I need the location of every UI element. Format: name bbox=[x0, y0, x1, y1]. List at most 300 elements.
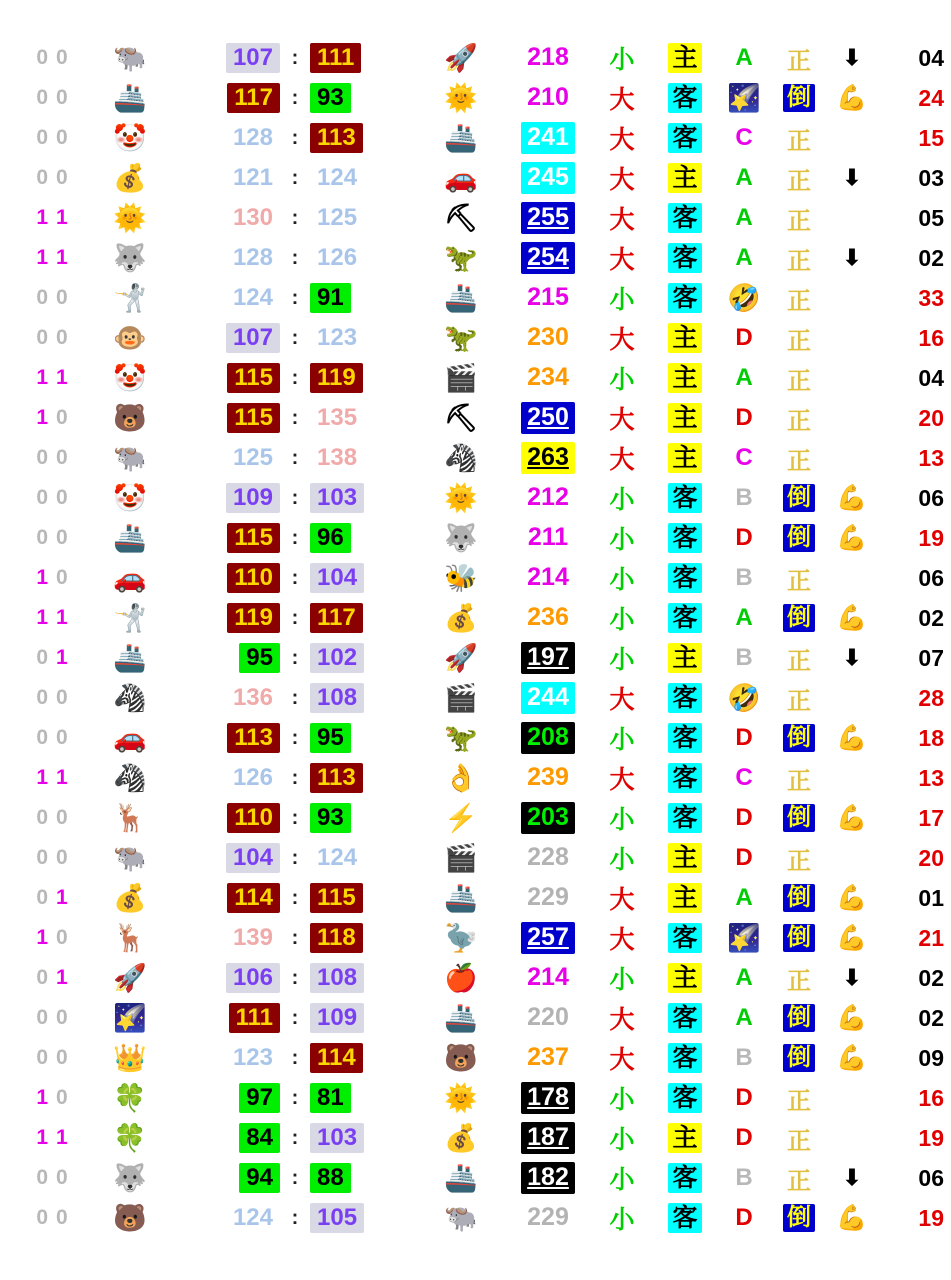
total-value: 220 bbox=[527, 1003, 569, 1032]
size-label: 小 bbox=[609, 1166, 635, 1194]
role-badge: 客 bbox=[668, 1003, 701, 1033]
status-badge: 倒 bbox=[783, 924, 815, 953]
flag-b: 1 bbox=[56, 766, 68, 789]
table-row[interactable] bbox=[0, 598, 951, 638]
score-separator: : bbox=[291, 46, 299, 69]
grade-label: D bbox=[735, 524, 753, 551]
status-label: 正 bbox=[787, 567, 811, 595]
score-a bbox=[174, 723, 284, 754]
score-b-value: 104 bbox=[310, 563, 364, 594]
size-label: 大 bbox=[609, 766, 635, 794]
total bbox=[506, 202, 590, 234]
role-badge: 主 bbox=[668, 963, 701, 993]
total-value: 214 bbox=[527, 963, 569, 992]
grade-label: A bbox=[735, 204, 753, 231]
score-separator: : bbox=[291, 886, 299, 909]
flag-a: 1 bbox=[36, 366, 48, 389]
team-b-icon: ⛏ bbox=[443, 402, 479, 433]
role-badge: 主 bbox=[668, 843, 701, 873]
status-badge: 倒 bbox=[783, 724, 815, 753]
total-value: 236 bbox=[527, 603, 569, 632]
team-b-icon: 🎬 bbox=[444, 682, 478, 713]
score-b-value: 125 bbox=[317, 203, 358, 231]
role-badge: 主 bbox=[668, 363, 701, 393]
role-badge: 客 bbox=[668, 603, 701, 633]
total bbox=[506, 562, 590, 594]
size-label: 大 bbox=[609, 926, 635, 954]
score-b-value: 117 bbox=[310, 603, 363, 634]
muscle-icon: 💪 bbox=[836, 1203, 868, 1232]
score-a bbox=[174, 1003, 284, 1034]
table-row[interactable] bbox=[0, 78, 951, 118]
flag-a: 0 bbox=[36, 166, 48, 189]
table-row[interactable] bbox=[0, 358, 951, 398]
table-row[interactable] bbox=[0, 398, 951, 438]
score-b-value: 91 bbox=[310, 283, 351, 314]
score-separator: : bbox=[291, 326, 299, 349]
role-badge: 客 bbox=[668, 203, 701, 233]
size-label: 大 bbox=[609, 406, 635, 434]
trailing-number: 24 bbox=[918, 84, 944, 111]
role-label bbox=[654, 643, 716, 673]
team-b-icon: 🚀 bbox=[444, 42, 478, 73]
score-a bbox=[174, 163, 284, 194]
status-label: 正 bbox=[787, 647, 811, 675]
team-b-icon: 🎬 bbox=[444, 842, 478, 873]
table-row[interactable] bbox=[0, 638, 951, 678]
score-a bbox=[174, 1123, 284, 1154]
score-b bbox=[306, 1123, 416, 1154]
team-a-icon: 🤡 bbox=[113, 482, 147, 513]
score-a-value: 113 bbox=[227, 723, 280, 754]
table-row[interactable] bbox=[0, 438, 951, 478]
flag-b: 0 bbox=[56, 1006, 68, 1029]
trailing-number: 06 bbox=[918, 564, 944, 591]
trailing-number: 01 bbox=[918, 884, 944, 911]
score-a bbox=[174, 123, 284, 154]
score-a-value: 121 bbox=[232, 163, 273, 191]
score-a-value: 126 bbox=[232, 763, 273, 791]
muscle-icon: 💪 bbox=[836, 603, 868, 632]
status-label: 正 bbox=[787, 447, 811, 475]
grade-label: D bbox=[735, 404, 753, 431]
size-label: 小 bbox=[609, 1126, 635, 1154]
role-badge: 客 bbox=[668, 1203, 701, 1233]
table-row[interactable] bbox=[0, 1038, 951, 1078]
team-a-icon: 🚗 bbox=[113, 562, 147, 593]
score-a bbox=[174, 763, 284, 794]
total bbox=[506, 1082, 590, 1114]
score-separator: : bbox=[291, 846, 299, 869]
role-label bbox=[654, 1083, 716, 1113]
total-value: 255 bbox=[521, 202, 575, 234]
table-row[interactable] bbox=[0, 718, 951, 758]
size-label: 小 bbox=[609, 726, 635, 754]
score-a-value: 128 bbox=[232, 243, 273, 271]
table-row[interactable] bbox=[0, 118, 951, 158]
score-a bbox=[174, 923, 284, 954]
score-a-value: 95 bbox=[239, 643, 280, 674]
team-b-icon: 🐃 bbox=[444, 1202, 478, 1233]
size-label: 大 bbox=[609, 246, 635, 274]
score-separator: : bbox=[291, 1206, 299, 1229]
role-label bbox=[654, 843, 716, 873]
role-label bbox=[654, 83, 716, 113]
status-badge: 倒 bbox=[783, 604, 815, 633]
total bbox=[506, 602, 590, 634]
table-row[interactable] bbox=[0, 878, 951, 918]
total-value: 178 bbox=[521, 1082, 575, 1114]
score-a-value: 97 bbox=[239, 1083, 280, 1114]
total-value: 229 bbox=[527, 883, 569, 912]
score-b-value: 103 bbox=[310, 483, 364, 514]
flag-a: 0 bbox=[36, 446, 48, 469]
trailing-number: 06 bbox=[918, 1164, 944, 1191]
role-label bbox=[654, 403, 716, 433]
role-label bbox=[654, 283, 716, 313]
team-b-icon: 🐺 bbox=[444, 522, 478, 553]
table-row[interactable] bbox=[0, 158, 951, 198]
score-b-value: 95 bbox=[310, 723, 351, 754]
team-b-icon: 🚢 bbox=[444, 122, 478, 153]
total bbox=[506, 242, 590, 274]
score-b-value: 88 bbox=[310, 1163, 351, 1194]
total bbox=[506, 1162, 590, 1194]
score-b-value: 102 bbox=[310, 643, 364, 674]
score-b-value: 105 bbox=[310, 1203, 364, 1234]
score-a bbox=[174, 563, 284, 594]
table-row[interactable] bbox=[0, 1158, 951, 1198]
table-row[interactable] bbox=[0, 238, 951, 278]
total-value: 228 bbox=[527, 843, 569, 872]
trailing-number: 20 bbox=[918, 404, 944, 431]
total-value: 230 bbox=[527, 323, 569, 352]
flag-a: 1 bbox=[36, 606, 48, 629]
score-a-value: 128 bbox=[232, 123, 273, 151]
status-badge: 倒 bbox=[783, 1004, 815, 1033]
score-separator: : bbox=[291, 566, 299, 589]
role-badge: 客 bbox=[668, 683, 701, 713]
grade-label: A bbox=[735, 44, 753, 71]
score-a-value: 124 bbox=[232, 1203, 273, 1231]
role-label bbox=[654, 683, 716, 713]
score-separator: : bbox=[291, 1126, 299, 1149]
grade-emoji-icon: 🤣 bbox=[727, 283, 761, 313]
table-row[interactable] bbox=[0, 918, 951, 958]
trailing-number: 04 bbox=[918, 364, 944, 391]
team-b-icon: 🌞 bbox=[444, 482, 478, 513]
status-label bbox=[772, 884, 826, 913]
muscle-icon: 💪 bbox=[836, 883, 868, 912]
team-a-icon: 🚢 bbox=[113, 522, 147, 553]
team-b-icon: 🌞 bbox=[444, 1082, 478, 1113]
total-value: 214 bbox=[527, 563, 569, 592]
grade-emoji-icon: 🤣 bbox=[727, 683, 761, 713]
score-b-value: 113 bbox=[310, 123, 363, 154]
status-label: 正 bbox=[787, 847, 811, 875]
flag-b: 1 bbox=[56, 206, 68, 229]
table-row[interactable] bbox=[0, 838, 951, 878]
status-label: 正 bbox=[787, 207, 811, 235]
total bbox=[506, 122, 590, 154]
table-row[interactable] bbox=[0, 38, 951, 78]
score-a bbox=[174, 963, 284, 994]
status-badge: 倒 bbox=[783, 1204, 815, 1233]
table-row[interactable] bbox=[0, 198, 951, 238]
score-a-value: 119 bbox=[227, 603, 280, 634]
flag-b: 0 bbox=[56, 326, 68, 349]
size-label: 小 bbox=[609, 806, 635, 834]
flag-a: 1 bbox=[36, 1126, 48, 1149]
score-a bbox=[174, 803, 284, 834]
flag-b: 1 bbox=[56, 606, 68, 629]
grade-label: C bbox=[735, 124, 753, 151]
flag-b: 0 bbox=[56, 286, 68, 309]
muscle-icon: 💪 bbox=[836, 803, 868, 832]
score-b bbox=[306, 763, 416, 794]
trailing-number: 07 bbox=[918, 644, 944, 671]
role-label bbox=[654, 1043, 716, 1073]
status-label: 正 bbox=[787, 327, 811, 355]
status-label bbox=[772, 1204, 826, 1233]
trailing-number: 02 bbox=[918, 604, 944, 631]
score-separator: : bbox=[291, 766, 299, 789]
score-b-value: 123 bbox=[317, 323, 358, 351]
trailing-number: 13 bbox=[918, 444, 944, 471]
role-badge: 客 bbox=[668, 1163, 701, 1193]
score-separator: : bbox=[291, 366, 299, 389]
score-a-value: 107 bbox=[226, 323, 280, 354]
status-label: 正 bbox=[787, 767, 811, 795]
table-row[interactable] bbox=[0, 1198, 951, 1238]
team-b-icon: 🦓 bbox=[444, 442, 478, 473]
flag-a: 0 bbox=[36, 126, 48, 149]
score-b-value: 93 bbox=[310, 83, 351, 114]
score-b bbox=[306, 843, 416, 874]
score-a bbox=[174, 1083, 284, 1114]
flag-a: 1 bbox=[36, 566, 48, 589]
trailing-number: 16 bbox=[918, 324, 944, 351]
score-b-value: 115 bbox=[310, 883, 363, 914]
muscle-icon: 💪 bbox=[836, 923, 868, 952]
total-value: 211 bbox=[527, 523, 569, 552]
status-label bbox=[772, 1044, 826, 1073]
grade-emoji-icon: 🌠 bbox=[727, 83, 761, 113]
total-value: 218 bbox=[527, 43, 569, 72]
score-a bbox=[174, 283, 284, 314]
trailing-number: 17 bbox=[918, 804, 944, 831]
grade-label: A bbox=[735, 1004, 753, 1031]
total-value: 210 bbox=[527, 83, 569, 112]
total bbox=[506, 362, 590, 394]
flag-a: 1 bbox=[36, 246, 48, 269]
score-a-value: 139 bbox=[232, 923, 273, 951]
table-row[interactable] bbox=[0, 758, 951, 798]
team-a-icon: 🚢 bbox=[113, 82, 147, 113]
status-badge: 倒 bbox=[783, 84, 815, 113]
flag-a: 0 bbox=[36, 1046, 48, 1069]
team-a-icon: 🐺 bbox=[113, 1162, 147, 1193]
score-separator: : bbox=[291, 166, 299, 189]
total bbox=[506, 1122, 590, 1154]
trailing-number: 02 bbox=[918, 244, 944, 271]
total bbox=[506, 882, 590, 914]
team-a-icon: 🚀 bbox=[113, 962, 147, 993]
total-value: 244 bbox=[521, 682, 575, 714]
flag-b: 0 bbox=[56, 126, 68, 149]
flag-a: 0 bbox=[36, 1006, 48, 1029]
score-a bbox=[174, 363, 284, 394]
table-row[interactable] bbox=[0, 678, 951, 718]
table-row[interactable] bbox=[0, 518, 951, 558]
score-a-value: 115 bbox=[227, 403, 280, 434]
team-b-icon: 🦤 bbox=[444, 922, 478, 953]
score-b bbox=[306, 1163, 416, 1194]
score-a bbox=[174, 243, 284, 274]
trailing-number: 19 bbox=[918, 524, 944, 551]
role-badge: 客 bbox=[668, 123, 701, 153]
status-badge: 倒 bbox=[783, 524, 815, 553]
table-row[interactable] bbox=[0, 478, 951, 518]
role-label bbox=[654, 523, 716, 553]
role-badge: 主 bbox=[668, 43, 701, 73]
total-value: 234 bbox=[527, 363, 569, 392]
size-label: 小 bbox=[609, 46, 635, 74]
team-a-icon: 🤺 bbox=[113, 282, 147, 313]
score-b bbox=[306, 523, 416, 554]
flag-a: 0 bbox=[36, 886, 48, 909]
score-b-value: 126 bbox=[317, 243, 358, 271]
total-value: 254 bbox=[521, 242, 575, 274]
grade-label: B bbox=[735, 564, 753, 591]
score-separator: : bbox=[291, 806, 299, 829]
grade-label: C bbox=[735, 444, 753, 471]
score-b-value: 103 bbox=[310, 1123, 364, 1154]
total-value: 245 bbox=[521, 162, 575, 194]
score-separator: : bbox=[291, 286, 299, 309]
flag-b: 1 bbox=[56, 886, 68, 909]
grade-label: D bbox=[735, 324, 753, 351]
total-value: 203 bbox=[521, 802, 575, 834]
score-b bbox=[306, 243, 416, 274]
table-row[interactable] bbox=[0, 1118, 951, 1158]
team-b-icon: 🦖 bbox=[444, 722, 478, 753]
trailing-number: 03 bbox=[918, 164, 944, 191]
flag-a: 0 bbox=[36, 686, 48, 709]
score-b-value: 109 bbox=[310, 1003, 364, 1034]
score-b bbox=[306, 803, 416, 834]
score-a-value: 109 bbox=[226, 483, 280, 514]
trailing-number: 21 bbox=[918, 924, 944, 951]
table-row[interactable] bbox=[0, 278, 951, 318]
flag-b: 0 bbox=[56, 406, 68, 429]
total bbox=[506, 402, 590, 434]
size-label: 大 bbox=[609, 686, 635, 714]
team-a-icon: 💰 bbox=[113, 882, 147, 913]
flag-b: 0 bbox=[56, 166, 68, 189]
status-label: 正 bbox=[787, 407, 811, 435]
score-separator: : bbox=[291, 1086, 299, 1109]
team-a-icon: 🤺 bbox=[113, 602, 147, 633]
trailing-number: 04 bbox=[918, 44, 944, 71]
grade-label: A bbox=[735, 604, 753, 631]
table-row[interactable] bbox=[0, 998, 951, 1038]
size-label: 小 bbox=[609, 1086, 635, 1114]
grade-label: B bbox=[735, 644, 753, 671]
flag-b: 1 bbox=[56, 646, 68, 669]
table-row[interactable] bbox=[0, 1078, 951, 1118]
total bbox=[506, 482, 590, 514]
team-a-icon: 🍀 bbox=[113, 1122, 147, 1153]
score-a-value: 114 bbox=[227, 883, 280, 914]
status-label bbox=[772, 84, 826, 113]
team-b-icon: 💰 bbox=[444, 1122, 478, 1153]
size-label: 大 bbox=[609, 206, 635, 234]
role-badge: 客 bbox=[668, 243, 701, 273]
size-label: 大 bbox=[609, 886, 635, 914]
total bbox=[506, 1042, 590, 1074]
flag-b: 1 bbox=[56, 1126, 68, 1149]
flag-b: 0 bbox=[56, 526, 68, 549]
score-separator: : bbox=[291, 126, 299, 149]
team-a-icon: 🐵 bbox=[113, 322, 147, 353]
status-label: 正 bbox=[787, 287, 811, 315]
score-separator: : bbox=[291, 206, 299, 229]
table-row[interactable] bbox=[0, 798, 951, 838]
score-b bbox=[306, 203, 416, 234]
trailing-number: 19 bbox=[918, 1124, 944, 1151]
score-a bbox=[174, 403, 284, 434]
score-a-value: 110 bbox=[227, 803, 280, 834]
flag-b: 1 bbox=[56, 246, 68, 269]
team-b-icon: ⛏ bbox=[443, 202, 479, 233]
role-label bbox=[654, 243, 716, 273]
down-arrow-icon: ⬇ bbox=[842, 1165, 862, 1190]
score-a bbox=[174, 603, 284, 634]
flag-a: 1 bbox=[36, 206, 48, 229]
muscle-icon: 💪 bbox=[836, 483, 868, 512]
role-label bbox=[654, 323, 716, 353]
flag-a: 1 bbox=[36, 406, 48, 429]
total-value: 239 bbox=[527, 763, 569, 792]
status-label bbox=[772, 924, 826, 953]
table-row[interactable] bbox=[0, 318, 951, 358]
status-badge: 倒 bbox=[783, 804, 815, 833]
role-badge: 主 bbox=[668, 163, 701, 193]
team-b-icon: 🎬 bbox=[444, 362, 478, 393]
team-a-icon: 🚢 bbox=[113, 642, 147, 673]
total-value: 208 bbox=[521, 722, 575, 754]
size-label: 小 bbox=[609, 606, 635, 634]
size-label: 小 bbox=[609, 646, 635, 674]
muscle-icon: 💪 bbox=[836, 83, 868, 112]
team-b-icon: 🍎 bbox=[444, 962, 478, 993]
muscle-icon: 💪 bbox=[836, 1003, 868, 1032]
team-b-icon: 🚗 bbox=[444, 162, 478, 193]
score-b-value: 124 bbox=[317, 843, 358, 871]
table-row[interactable] bbox=[0, 958, 951, 998]
grade-label: D bbox=[735, 724, 753, 751]
down-arrow-icon: ⬇ bbox=[842, 965, 862, 990]
team-a-icon: 🍀 bbox=[113, 1082, 147, 1113]
flag-b: 0 bbox=[56, 1086, 68, 1109]
score-separator: : bbox=[291, 1046, 299, 1069]
team-a-icon: 🐃 bbox=[113, 442, 147, 473]
table-row[interactable] bbox=[0, 558, 951, 598]
role-badge: 客 bbox=[668, 723, 701, 753]
role-badge: 主 bbox=[668, 643, 701, 673]
score-b-value: 124 bbox=[317, 163, 358, 191]
